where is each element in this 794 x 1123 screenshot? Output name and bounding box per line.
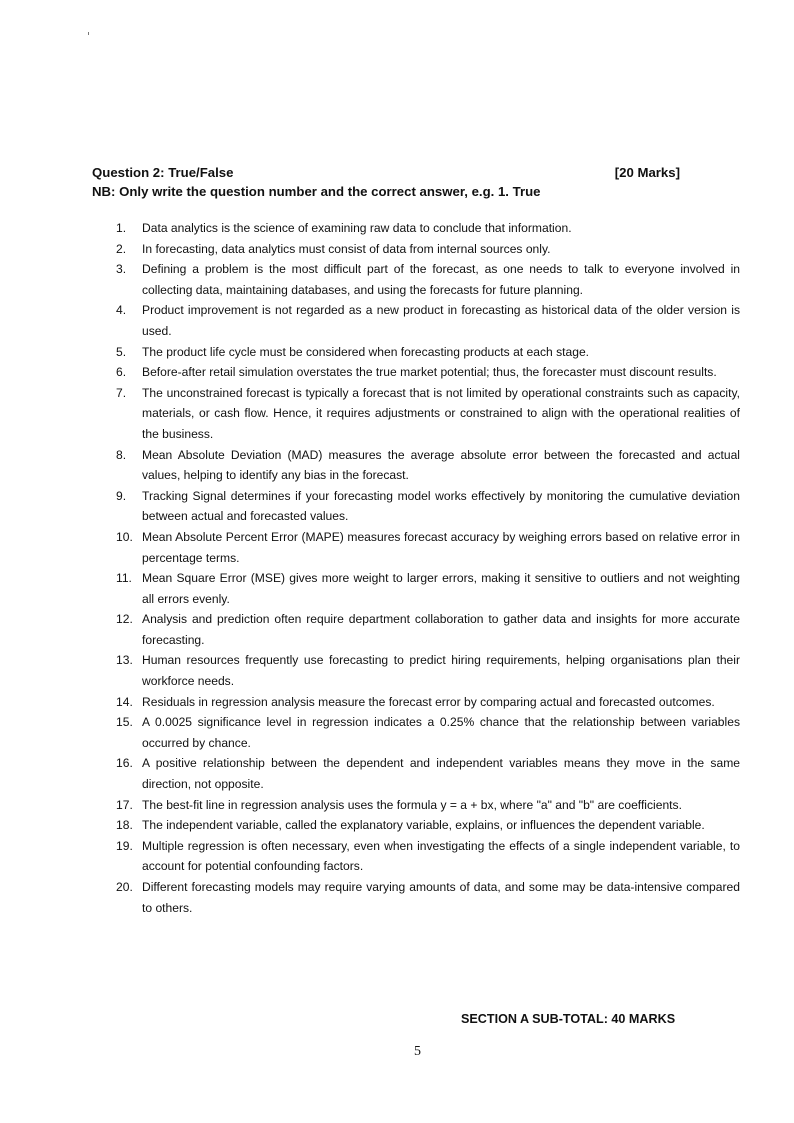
question-text: The independent variable, called the explanatory variable, explains, or influences the dependent variable. — [142, 818, 705, 833]
question-title: Question 2: True/False — [92, 165, 234, 180]
question-item — [110, 218, 740, 239]
question-number-label: 13. — [116, 653, 133, 668]
question-number-label: 6. — [116, 365, 127, 380]
question-text: Residuals in regression analysis measure the forecast error by comparing actual and forecasted outcomes. — [142, 694, 715, 709]
question-item — [110, 342, 740, 363]
question-number-label: 15. — [116, 715, 133, 730]
question-item — [110, 527, 740, 568]
question-number — [110, 383, 140, 445]
question-item — [110, 609, 740, 650]
question-number-label: 2. — [116, 241, 127, 256]
question-number — [110, 342, 140, 363]
question-number — [110, 836, 140, 877]
question-text: A 0.0025 significance level in regression indicates a 0.25% chance that the relationship between variables occurred by chance. — [142, 715, 740, 750]
question-number-label: 11. — [116, 571, 132, 586]
question-number — [110, 568, 140, 609]
question-number — [110, 712, 140, 753]
question-number — [110, 445, 140, 486]
question-text: Mean Absolute Percent Error (MAPE) measures forecast accuracy by weighing errors based on relative error in percentage terms. — [142, 529, 740, 565]
question-number — [110, 486, 140, 527]
question-number — [110, 753, 140, 794]
question-number — [110, 650, 140, 691]
question-item — [110, 712, 740, 753]
question-number — [110, 692, 140, 713]
question-number — [110, 218, 140, 239]
question-item — [110, 650, 740, 691]
question-number-label: 4. — [116, 303, 127, 318]
question-number-label: 17. — [116, 797, 133, 812]
question-number-label: 3. — [116, 262, 127, 277]
question-item — [110, 445, 740, 486]
question-number — [110, 362, 140, 383]
question-item — [110, 362, 740, 383]
question-text: Defining a problem is the most difficult part of the forecast, as one needs to talk to everyone involved in collecting data, maintaining databases, and using the forecasts for future planning. — [142, 262, 740, 297]
question-item — [110, 383, 740, 445]
question-text: Different forecasting models may require varying amounts of data, and some may be data-intensive compared to others. — [142, 880, 740, 915]
question-number-label: 9. — [116, 488, 127, 503]
question-item — [110, 239, 740, 260]
question-number-label: 10. — [116, 529, 133, 544]
question-text: Data analytics is the science of examining raw data to conclude that information. — [142, 221, 572, 235]
question-text: Before-after retail simulation overstates the true market potential; thus, the forecaster must discount results. — [142, 365, 717, 380]
question-number — [110, 609, 140, 650]
question-number — [110, 527, 140, 568]
question-item — [110, 836, 740, 877]
question-number-label: 20. — [116, 880, 133, 894]
question-number — [110, 815, 140, 836]
question-text: The unconstrained forecast is typically a forecast that is not limited by operational constraints such as capacity, materials, or cash flow. Hence, it requires adjustments or constrained to align with the operational realities of the business. — [142, 385, 740, 441]
question-header — [92, 163, 692, 202]
question-number-label: 5. — [116, 344, 127, 359]
question-number-label: 19. — [116, 838, 133, 853]
scan-speck — [88, 32, 89, 35]
question-number-label: 14. — [116, 694, 133, 709]
question-item — [110, 753, 740, 794]
question-text: Product improvement is not regarded as a new product in forecasting as historical data of the older version is used. — [142, 303, 740, 338]
question-text: Analysis and prediction often require department collaboration to gather data and insights for more accurate forecasting. — [142, 612, 740, 647]
question-item — [110, 300, 740, 341]
question-number — [110, 877, 140, 918]
question-marks: [20 Marks] — [614, 165, 680, 180]
question-number — [110, 239, 140, 260]
question-number-label: 12. — [116, 612, 133, 627]
question-number-label: 7. — [116, 385, 127, 400]
question-number-label: 1. — [116, 221, 127, 235]
question-item — [110, 259, 740, 300]
question-text: Multiple regression is often necessary, even when investigating the effects of a single independent variable, to account for potential confounding factors. — [142, 838, 740, 874]
question-text: Tracking Signal determines if your forecasting model works effectively by monitoring the cumulative deviation between actual and forecasted values. — [142, 488, 740, 524]
question-number-label: 8. — [116, 447, 127, 462]
question-text: In forecasting, data analytics must consist of data from internal sources only. — [142, 241, 551, 256]
question-text: The best-fit line in regression analysis uses the formula y = a + bx, where "a" and "b" are coefficients. — [142, 797, 682, 812]
question-text: Human resources frequently use forecasting to predict hiring requirements, helping organisations plan their workforce needs. — [142, 653, 740, 689]
question-item — [110, 877, 740, 918]
question-item — [110, 692, 740, 713]
question-item — [110, 815, 740, 836]
instruction-note: NB: Only write the question number and the correct answer, e.g. 1. True — [92, 184, 541, 199]
question-title-row — [92, 163, 692, 182]
section-subtotal: SECTION A SUB-TOTAL: 40 MARKS — [461, 1012, 676, 1026]
question-number-label: 16. — [116, 756, 133, 771]
page-number: 5 — [414, 1044, 421, 1059]
question-text: A positive relationship between the dependent and independent variables means they move in the same direction, not opposite. — [142, 756, 740, 792]
question-number — [110, 795, 140, 816]
question-number — [110, 259, 140, 300]
question-item — [110, 568, 740, 609]
question-text: Mean Absolute Deviation (MAD) measures the average absolute error between the forecasted and actual values, helping to identify any bias in the forecast. — [142, 447, 740, 483]
question-number-label: 18. — [116, 818, 133, 833]
question-number — [110, 300, 140, 341]
question-list — [110, 218, 740, 918]
question-text: The product life cycle must be considered when forecasting products at each stage. — [142, 344, 590, 359]
question-item — [110, 795, 740, 816]
question-item — [110, 486, 740, 527]
question-text: Mean Square Error (MSE) gives more weight to larger errors, making it sensitive to outliers and not weighting all errors evenly. — [142, 571, 740, 606]
